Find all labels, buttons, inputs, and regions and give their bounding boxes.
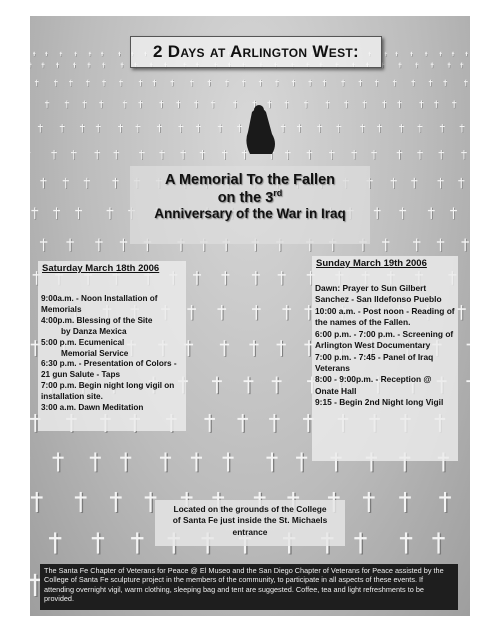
schedule-item: 7:00 p.m. - 7:45 - Panel of Iraq Veterans bbox=[315, 351, 434, 373]
cross-marker bbox=[217, 305, 226, 320]
cross-marker bbox=[38, 124, 43, 133]
cross-marker bbox=[266, 452, 277, 472]
cross-marker bbox=[56, 63, 59, 69]
cross-marker bbox=[308, 80, 312, 87]
cross-marker bbox=[395, 52, 397, 57]
cross-marker bbox=[83, 101, 87, 109]
cross-marker bbox=[460, 63, 463, 69]
cross-marker bbox=[31, 207, 38, 219]
cross-marker bbox=[374, 207, 381, 219]
memorial-line-2 bbox=[130, 188, 370, 206]
cross-marker bbox=[450, 207, 457, 219]
cross-marker bbox=[434, 101, 438, 109]
cross-marker bbox=[71, 150, 77, 160]
saturday-schedule-list bbox=[38, 294, 186, 414]
cross-marker bbox=[410, 52, 412, 57]
cross-marker bbox=[341, 80, 345, 87]
sunday-schedule-list bbox=[312, 283, 458, 409]
cross-marker bbox=[176, 101, 180, 109]
cross-marker bbox=[443, 80, 447, 87]
cross-marker bbox=[465, 52, 467, 57]
schedule-item: 6:00 p.m. - 7:00 p.m. - Screening of Arlington West Documentary bbox=[315, 328, 454, 351]
cross-marker bbox=[153, 80, 157, 87]
cross-marker bbox=[139, 80, 143, 87]
cross-marker bbox=[80, 124, 85, 133]
cross-marker bbox=[448, 63, 451, 69]
cross-marker bbox=[75, 52, 77, 57]
cross-marker bbox=[190, 80, 194, 87]
cross-marker bbox=[461, 150, 467, 160]
cross-marker bbox=[75, 492, 87, 513]
cross-marker bbox=[417, 150, 423, 160]
cross-marker bbox=[121, 63, 124, 69]
cross-marker bbox=[440, 124, 445, 133]
cross-marker bbox=[112, 178, 118, 189]
cross-marker bbox=[212, 377, 222, 395]
sunday-heading: Sunday March 19th 2006 bbox=[316, 258, 427, 269]
poster-title-text: 2 Days at Arlington West: bbox=[153, 42, 359, 61]
cross-marker bbox=[53, 452, 64, 472]
schedule-item: 10:00 a.m. - Post noon - Reading of the names of the Fallen. bbox=[315, 305, 455, 328]
cross-marker bbox=[399, 124, 404, 133]
cross-marker bbox=[297, 124, 302, 133]
cross-marker bbox=[282, 305, 291, 320]
cross-marker bbox=[317, 124, 322, 133]
cross-marker bbox=[138, 101, 142, 109]
cross-marker bbox=[110, 492, 122, 513]
cross-marker bbox=[249, 340, 258, 357]
sunday-schedule-panel bbox=[312, 256, 458, 461]
cross-marker bbox=[75, 207, 82, 219]
schedule-item: 6:30 p.m. - Presentation of Colors - 21 gun Salute - Taps bbox=[41, 359, 177, 380]
cross-marker bbox=[88, 63, 91, 69]
cross-marker bbox=[69, 80, 73, 87]
schedule-item: 9:00a.m. - Noon Installation of Memorials bbox=[41, 294, 158, 314]
cross-marker bbox=[377, 124, 382, 133]
cross-marker bbox=[415, 63, 418, 69]
cross-marker bbox=[259, 80, 263, 87]
cross-marker bbox=[344, 101, 348, 109]
cross-marker bbox=[120, 452, 131, 472]
cross-marker bbox=[123, 101, 127, 109]
cross-marker bbox=[194, 101, 198, 109]
cross-marker bbox=[204, 414, 214, 433]
cross-marker bbox=[285, 150, 291, 160]
schedule-item: 8:00 - 9:00p.m. - Reception @ Onate Hall bbox=[315, 374, 432, 396]
saturday-schedule-panel bbox=[38, 261, 186, 431]
cross-marker bbox=[359, 80, 363, 87]
cross-marker bbox=[277, 340, 286, 357]
cross-marker bbox=[439, 150, 445, 160]
cross-marker bbox=[419, 101, 423, 109]
cross-marker bbox=[114, 150, 120, 160]
cross-marker bbox=[278, 271, 286, 285]
cross-marker bbox=[371, 150, 377, 160]
cross-marker bbox=[242, 150, 248, 160]
cross-marker bbox=[281, 124, 286, 133]
cross-marker bbox=[31, 492, 43, 513]
cross-marker bbox=[160, 452, 171, 472]
cross-marker bbox=[304, 101, 308, 109]
cross-marker bbox=[118, 124, 123, 133]
cross-marker bbox=[90, 452, 101, 472]
cross-marker bbox=[96, 124, 101, 133]
cross-marker bbox=[99, 101, 103, 109]
cross-marker bbox=[466, 377, 470, 395]
cross-marker bbox=[49, 532, 61, 554]
cross-marker bbox=[95, 239, 102, 252]
cross-marker bbox=[237, 414, 247, 433]
cross-marker bbox=[385, 52, 387, 57]
cross-marker bbox=[399, 207, 406, 219]
memorial-poster bbox=[30, 16, 470, 616]
schedule-item: Dawn: Prayer to Sun Gilbert Sanchez - San Ildefonso Pueblo bbox=[315, 283, 442, 305]
cross-marker bbox=[360, 124, 365, 133]
cross-marker bbox=[467, 340, 470, 357]
schedule-item-indent: Memorial Service bbox=[61, 348, 129, 358]
footer-text: The Santa Fe Chapter of Veterans for Peace @ El Museo and the San Diego Chapter of Veterans for Peace assisted by the College of Santa Fe sculpture project in the members of the community, to participate in all aspects of these events. If attending overnight vigil, warm clothing, sleeping bag and tent are suggested. Coffee, tea and light refreshments to be provided. bbox=[44, 566, 444, 604]
cross-marker bbox=[159, 101, 163, 109]
cross-marker bbox=[193, 271, 201, 285]
cross-marker bbox=[208, 80, 212, 87]
sponsor-footer bbox=[40, 564, 458, 610]
cross-marker bbox=[222, 150, 228, 160]
cross-marker bbox=[391, 178, 397, 189]
memorial-line-1: A Memorial To the Fallen bbox=[165, 172, 335, 188]
cross-marker bbox=[221, 271, 229, 285]
saturday-heading: Saturday March 18th 2006 bbox=[42, 263, 160, 274]
memorial-line-3: Anniversary of the War in Iraq bbox=[154, 205, 346, 221]
cross-marker bbox=[296, 452, 307, 472]
cross-marker bbox=[66, 239, 73, 252]
location-line-1: Located on the grounds of the College bbox=[173, 504, 327, 514]
cross-marker bbox=[252, 305, 261, 320]
cross-marker bbox=[102, 63, 105, 69]
cross-marker bbox=[267, 101, 271, 109]
cross-marker bbox=[397, 101, 401, 109]
cross-marker bbox=[400, 532, 412, 554]
cross-marker bbox=[411, 80, 415, 87]
cross-marker bbox=[307, 150, 313, 160]
cross-marker bbox=[354, 532, 366, 554]
cross-marker bbox=[45, 52, 47, 57]
cross-marker bbox=[200, 150, 206, 160]
cross-marker bbox=[89, 52, 91, 57]
cross-marker bbox=[84, 178, 90, 189]
memorial-line-2-sup: rd bbox=[273, 188, 283, 198]
cross-marker bbox=[225, 80, 229, 87]
cross-marker bbox=[375, 80, 379, 87]
cross-marker bbox=[45, 101, 49, 109]
cross-marker bbox=[178, 124, 183, 133]
cross-marker bbox=[191, 452, 202, 472]
cross-marker bbox=[196, 124, 201, 133]
cross-marker bbox=[60, 124, 65, 133]
cross-marker bbox=[159, 150, 165, 160]
schedule-item bbox=[41, 349, 183, 360]
cross-marker bbox=[136, 124, 141, 133]
schedule-item: 9:15 - Begin 2nd Night long Vigil bbox=[315, 397, 444, 408]
cross-marker bbox=[95, 150, 101, 160]
cross-marker bbox=[101, 52, 103, 57]
cross-marker bbox=[92, 532, 104, 554]
cross-marker bbox=[33, 52, 35, 57]
cross-marker bbox=[425, 52, 427, 57]
cross-marker bbox=[351, 150, 357, 160]
cross-marker bbox=[187, 305, 196, 320]
cross-marker bbox=[107, 207, 114, 219]
location-line-3: entrance bbox=[232, 526, 268, 537]
cross-marker bbox=[323, 80, 327, 87]
cross-marker bbox=[73, 63, 76, 69]
cross-marker bbox=[439, 52, 441, 57]
cross-marker bbox=[180, 150, 186, 160]
cross-marker bbox=[269, 414, 279, 433]
cross-marker bbox=[40, 178, 46, 189]
kneeling-figure bbox=[246, 105, 275, 154]
cross-marker bbox=[119, 80, 123, 87]
cross-marker bbox=[242, 80, 246, 87]
cross-marker bbox=[285, 101, 289, 109]
cross-marker bbox=[252, 271, 260, 285]
cross-marker bbox=[139, 150, 145, 160]
cross-marker bbox=[382, 101, 386, 109]
cross-marker bbox=[220, 340, 229, 357]
cross-marker bbox=[458, 178, 464, 189]
schedule-item: 7:00 p.m. Begin night long vigil on installation site. bbox=[41, 381, 175, 402]
cross-marker bbox=[413, 239, 420, 252]
cross-marker bbox=[120, 239, 127, 252]
cross-marker bbox=[439, 492, 451, 513]
cross-marker bbox=[218, 124, 223, 133]
cross-marker bbox=[363, 101, 367, 109]
cross-marker bbox=[237, 124, 242, 133]
cross-marker bbox=[437, 239, 444, 252]
cross-marker bbox=[428, 207, 435, 219]
cross-marker bbox=[171, 80, 175, 87]
cross-marker bbox=[272, 377, 282, 395]
cross-marker bbox=[51, 150, 57, 160]
cross-marker bbox=[329, 150, 335, 160]
location-note bbox=[155, 500, 345, 546]
cross-marker bbox=[233, 101, 237, 109]
schedule-item-indent: by Danza Mexica bbox=[61, 326, 127, 336]
cross-marker bbox=[42, 63, 45, 69]
location-line-2: of Santa Fe just inside the St. Michaels bbox=[172, 515, 328, 526]
cross-marker bbox=[244, 377, 254, 395]
cross-marker bbox=[131, 532, 143, 554]
cross-marker bbox=[457, 305, 466, 320]
cross-marker bbox=[363, 492, 375, 513]
cross-marker bbox=[399, 63, 402, 69]
cross-marker bbox=[118, 52, 120, 57]
cross-marker bbox=[86, 80, 90, 87]
cross-marker bbox=[431, 63, 434, 69]
cross-marker bbox=[60, 52, 62, 57]
cross-marker bbox=[30, 63, 32, 69]
cross-marker bbox=[223, 452, 234, 472]
cross-marker bbox=[397, 150, 403, 160]
cross-marker bbox=[464, 80, 468, 87]
cross-marker bbox=[452, 52, 454, 57]
cross-marker bbox=[63, 178, 69, 189]
cross-marker bbox=[429, 80, 433, 87]
poster-title bbox=[130, 36, 382, 68]
cross-marker bbox=[452, 101, 456, 109]
cross-marker bbox=[157, 124, 162, 133]
schedule-item: 5:00 p.m. Ecumenical bbox=[41, 337, 125, 347]
cross-marker bbox=[35, 80, 39, 87]
schedule-item: 3:00 a.m. Dawn Meditation bbox=[41, 403, 144, 413]
memorial-line-2-text: on the 3 bbox=[217, 189, 274, 206]
cross-marker bbox=[275, 80, 279, 87]
cross-marker bbox=[460, 124, 465, 133]
cross-marker bbox=[211, 101, 215, 109]
cross-marker bbox=[292, 80, 296, 87]
cross-marker bbox=[40, 239, 47, 252]
cross-marker bbox=[438, 178, 444, 189]
cross-marker bbox=[418, 124, 423, 133]
schedule-item: 4:00p.m. Blessing of the Site bbox=[41, 315, 153, 325]
cross-marker bbox=[393, 80, 397, 87]
cross-marker bbox=[53, 207, 60, 219]
cross-marker bbox=[411, 178, 417, 189]
cross-marker bbox=[65, 101, 69, 109]
cross-marker bbox=[336, 124, 341, 133]
cross-marker bbox=[432, 532, 444, 554]
cross-marker bbox=[102, 80, 106, 87]
cross-marker bbox=[54, 80, 58, 87]
memorial-heading-box bbox=[130, 166, 370, 244]
schedule-item bbox=[41, 327, 183, 338]
cross-marker bbox=[326, 101, 330, 109]
cross-marker bbox=[399, 492, 411, 513]
cross-marker bbox=[382, 239, 389, 252]
cross-marker bbox=[461, 239, 468, 252]
